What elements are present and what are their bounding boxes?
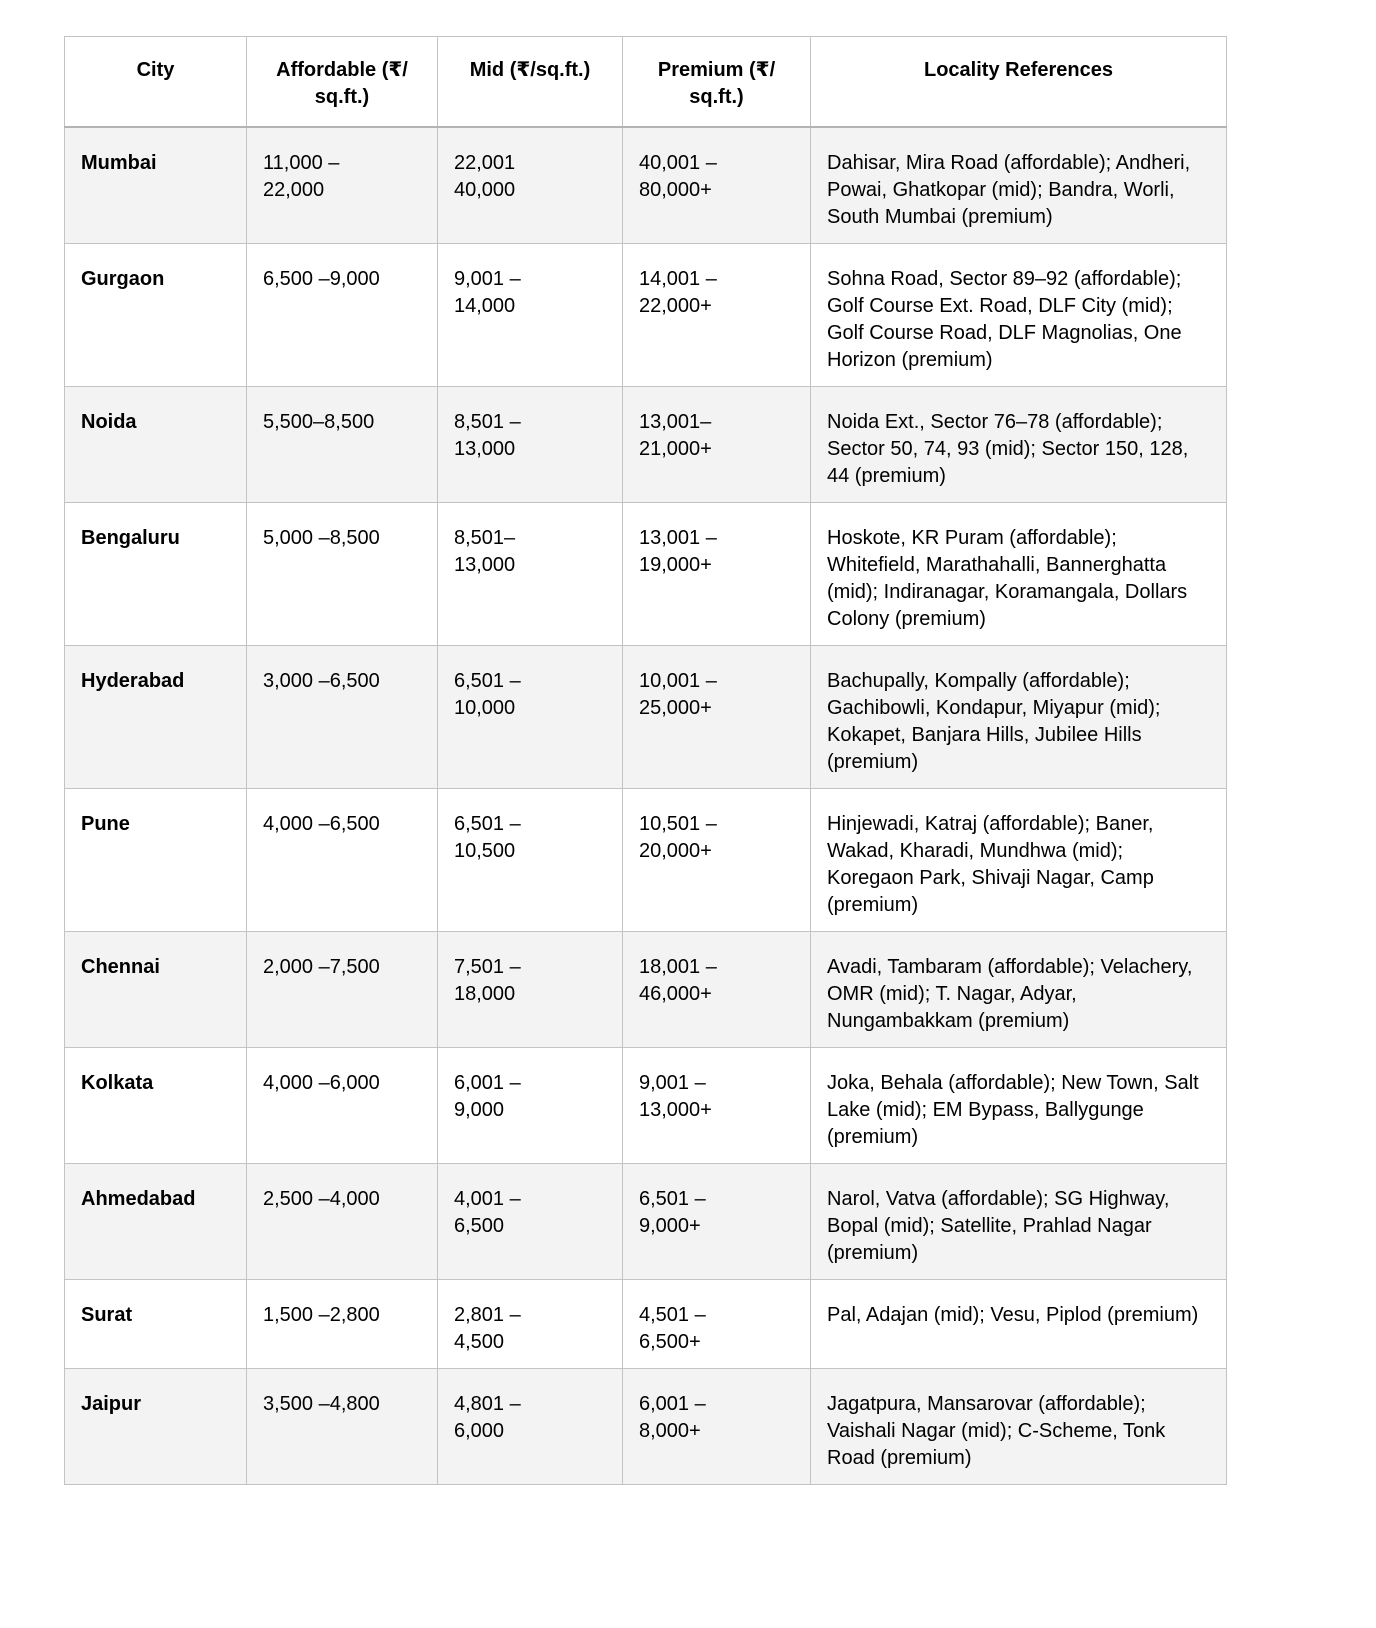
- affordable-price-cell: 5,500–8,500: [247, 387, 438, 503]
- city-cell: Noida: [65, 387, 247, 503]
- city-cell: Mumbai: [65, 127, 247, 244]
- mid-price-cell: 4,801 – 6,000: [438, 1369, 623, 1485]
- mid-price-cell: 9,001 – 14,000: [438, 244, 623, 387]
- table-row: [65, 1280, 1227, 1369]
- locality-references-cell: Avadi, Tambaram (affordable); Velachery, OMR (mid); T. Nagar, Adyar, Nungambakkam (premium): [811, 932, 1227, 1048]
- city-cell: Chennai: [65, 932, 247, 1048]
- premium-price-cell: 6,501 – 9,000+: [623, 1164, 811, 1280]
- affordable-price-cell: 5,000 –8,500: [247, 503, 438, 646]
- locality-references-cell: Jagatpura, Mansarovar (affordable); Vaishali Nagar (mid); C-Scheme, Tonk Road (premium): [811, 1369, 1227, 1485]
- table-row: [65, 646, 1227, 789]
- premium-price-cell: 6,001 – 8,000+: [623, 1369, 811, 1485]
- mid-price-cell: 6,001 – 9,000: [438, 1048, 623, 1164]
- premium-price-cell: 13,001 – 19,000+: [623, 503, 811, 646]
- city-cell: Kolkata: [65, 1048, 247, 1164]
- affordable-price-cell: 4,000 –6,000: [247, 1048, 438, 1164]
- city-cell: Jaipur: [65, 1369, 247, 1485]
- column-header-premium: Premium (₹/ sq.ft.): [623, 37, 811, 128]
- table-row: [65, 1164, 1227, 1280]
- locality-references-cell: Hoskote, KR Puram (affordable); Whitefield, Marathahalli, Bannerghatta (mid); Indiranagar, Koramangala, Dollars Colony (premium): [811, 503, 1227, 646]
- mid-price-cell: 6,501 – 10,000: [438, 646, 623, 789]
- locality-references-cell: Sohna Road, Sector 89–92 (affordable); Golf Course Ext. Road, DLF City (mid); Golf Course Road, DLF Magnolias, One Horizon (premium): [811, 244, 1227, 387]
- header-row: [65, 37, 1227, 128]
- locality-references-cell: Hinjewadi, Katraj (affordable); Baner, Wakad, Kharadi, Mundhwa (mid); Koregaon Park, Shivaji Nagar, Camp (premium): [811, 789, 1227, 932]
- mid-price-cell: 8,501 – 13,000: [438, 387, 623, 503]
- column-header-mid: Mid (₹/sq.ft.): [438, 37, 623, 128]
- city-cell: Bengaluru: [65, 503, 247, 646]
- table-row: [65, 1369, 1227, 1485]
- locality-references-cell: Joka, Behala (affordable); New Town, Salt Lake (mid); EM Bypass, Ballygunge (premium): [811, 1048, 1227, 1164]
- locality-references-cell: Dahisar, Mira Road (affordable); Andheri, Powai, Ghatkopar (mid); Bandra, Worli, South Mumbai (premium): [811, 127, 1227, 244]
- premium-price-cell: 9,001 – 13,000+: [623, 1048, 811, 1164]
- locality-references-cell: Noida Ext., Sector 76–78 (affordable); Sector 50, 74, 93 (mid); Sector 150, 128, 44 (premium): [811, 387, 1227, 503]
- locality-references-cell: Bachupally, Kompally (affordable); Gachibowli, Kondapur, Miyapur (mid); Kokapet, Banjara Hills, Jubilee Hills (premium): [811, 646, 1227, 789]
- column-header-affordable: Affordable (₹/ sq.ft.): [247, 37, 438, 128]
- table-row: [65, 932, 1227, 1048]
- mid-price-cell: 4,001 – 6,500: [438, 1164, 623, 1280]
- mid-price-cell: 6,501 – 10,500: [438, 789, 623, 932]
- table-row: [65, 503, 1227, 646]
- affordable-price-cell: 4,000 –6,500: [247, 789, 438, 932]
- table-row: [65, 1048, 1227, 1164]
- table-row: [65, 244, 1227, 387]
- affordable-price-cell: 3,500 –4,800: [247, 1369, 438, 1485]
- premium-price-cell: 10,501 – 20,000+: [623, 789, 811, 932]
- affordable-price-cell: 2,000 –7,500: [247, 932, 438, 1048]
- table-row: [65, 387, 1227, 503]
- table-body: [65, 127, 1227, 1485]
- city-cell: Pune: [65, 789, 247, 932]
- premium-price-cell: 40,001 – 80,000+: [623, 127, 811, 244]
- affordable-price-cell: 3,000 –6,500: [247, 646, 438, 789]
- table-header: [65, 37, 1227, 128]
- column-header-locality-references: Locality References: [811, 37, 1227, 128]
- locality-references-cell: Narol, Vatva (affordable); SG Highway, Bopal (mid); Satellite, Prahlad Nagar (premium): [811, 1164, 1227, 1280]
- affordable-price-cell: 6,500 –9,000: [247, 244, 438, 387]
- city-cell: Surat: [65, 1280, 247, 1369]
- premium-price-cell: 10,001 – 25,000+: [623, 646, 811, 789]
- column-header-city: City: [65, 37, 247, 128]
- mid-price-cell: 8,501– 13,000: [438, 503, 623, 646]
- mid-price-cell: 2,801 – 4,500: [438, 1280, 623, 1369]
- mid-price-cell: 22,001 40,000: [438, 127, 623, 244]
- table-row: [65, 789, 1227, 932]
- city-price-table: [64, 36, 1227, 1485]
- premium-price-cell: 14,001 – 22,000+: [623, 244, 811, 387]
- affordable-price-cell: 2,500 –4,000: [247, 1164, 438, 1280]
- city-cell: Gurgaon: [65, 244, 247, 387]
- affordable-price-cell: 11,000 – 22,000: [247, 127, 438, 244]
- premium-price-cell: 4,501 – 6,500+: [623, 1280, 811, 1369]
- premium-price-cell: 18,001 – 46,000+: [623, 932, 811, 1048]
- table-row: [65, 127, 1227, 244]
- affordable-price-cell: 1,500 –2,800: [247, 1280, 438, 1369]
- locality-references-cell: Pal, Adajan (mid); Vesu, Piplod (premium): [811, 1280, 1227, 1369]
- city-cell: Ahmedabad: [65, 1164, 247, 1280]
- city-cell: Hyderabad: [65, 646, 247, 789]
- mid-price-cell: 7,501 – 18,000: [438, 932, 623, 1048]
- premium-price-cell: 13,001– 21,000+: [623, 387, 811, 503]
